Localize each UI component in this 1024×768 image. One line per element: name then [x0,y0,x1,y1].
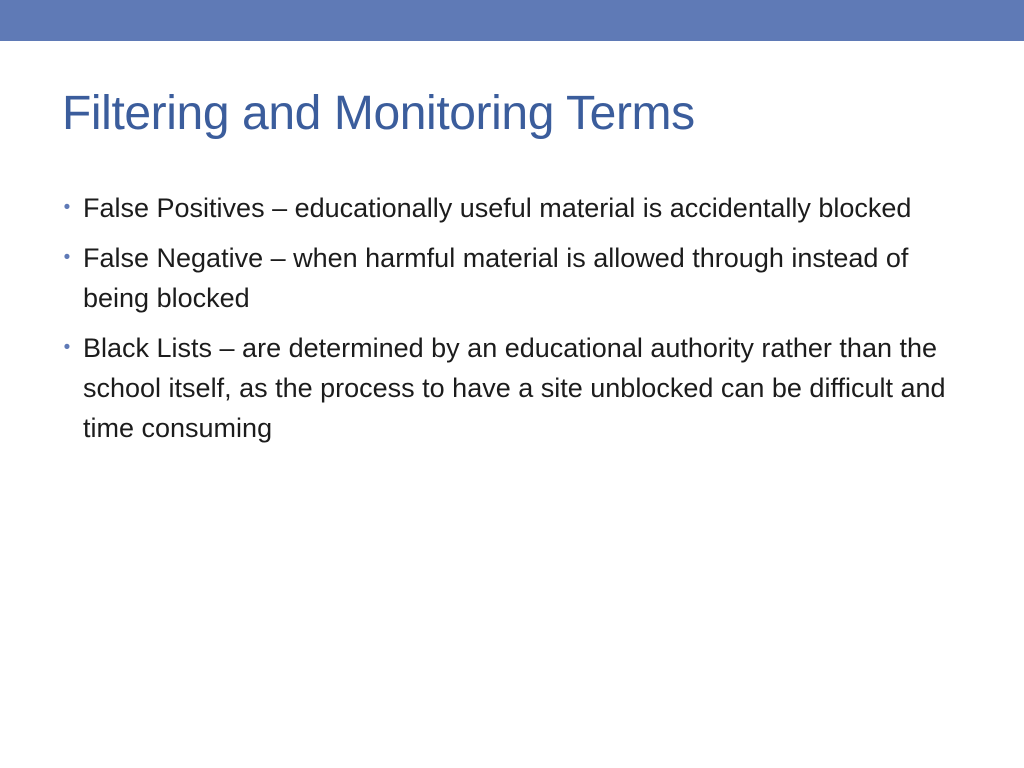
bullet-item-false-positives [60,188,960,228]
bullet-item-black-lists [60,328,960,448]
top-accent-bar [0,0,1024,41]
bullet-point-icon: • [63,247,71,268]
bullet-list [60,188,960,458]
slide-title: Filtering and Monitoring Terms [62,87,695,140]
bullet-text: False Positives – educationally useful material is accidentally blocked [83,193,912,223]
bullet-point-icon: • [63,197,71,218]
bullet-text: Black Lists – are determined by an educational authority rather than the school itself, as the process to have a site unblocked can be difficult and time consuming [83,333,946,443]
bullet-item-false-negative [60,238,960,318]
bullet-text: False Negative – when harmful material is allowed through instead of being blocked [83,243,909,313]
bullet-point-icon: • [63,337,71,358]
